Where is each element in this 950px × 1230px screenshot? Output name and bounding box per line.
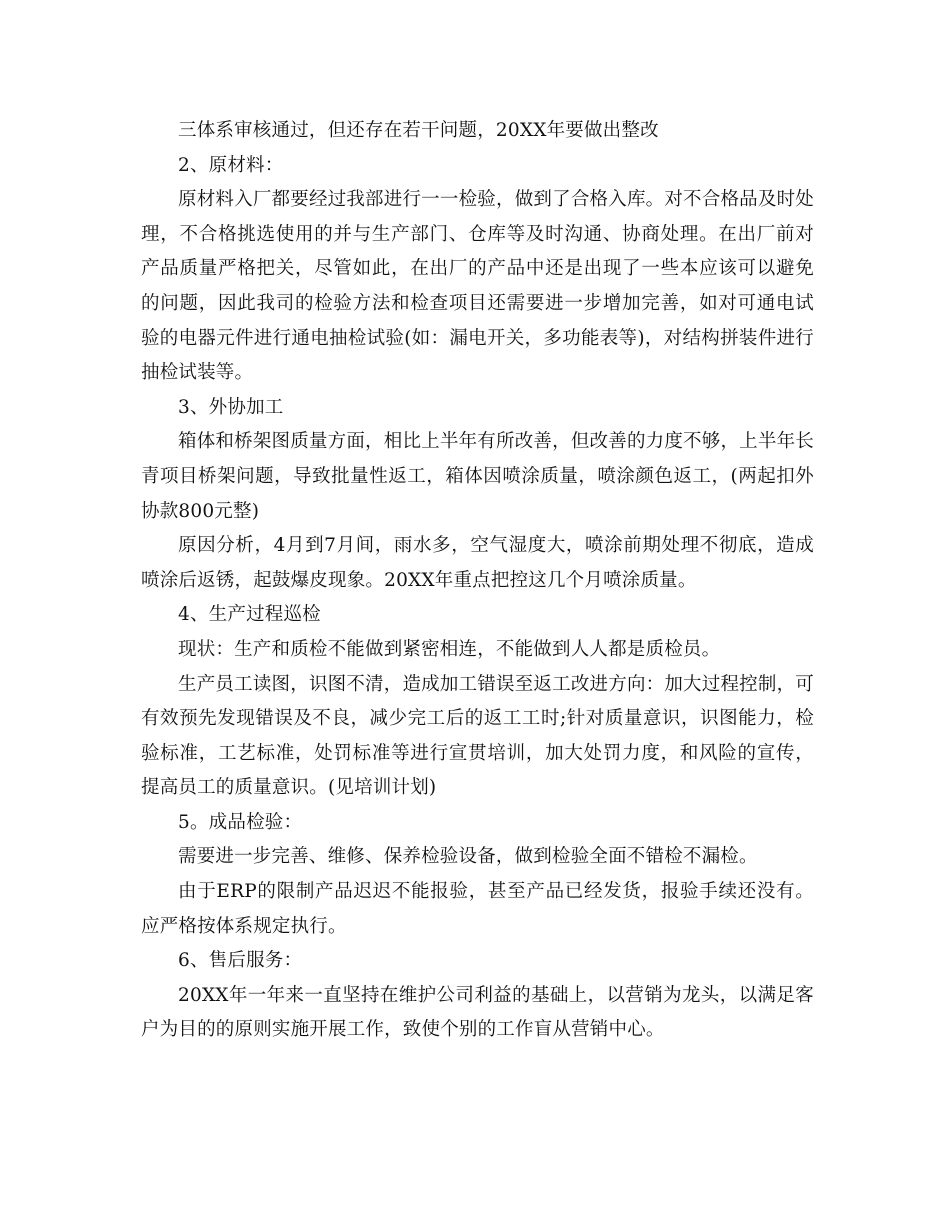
paragraph-outsourced-processing: 箱体和桥架图质量方面，相比上半年有所改善，但改善的力度不够，上半年长青项目桥架问题，导致批量性返工，箱体因喷涂质量，喷涂颜色返工，(两起扣外协款800元整)	[141, 431, 814, 522]
paragraph-equipment: 需要进一步完善、维修、保养检验设备，做到检验全面不错检不漏检。	[178, 846, 758, 868]
heading-production-inspection: 4、生产过程巡检	[178, 604, 321, 626]
paragraph-erp-limitation: 由于ERP的限制产品迟迟不能报验，甚至产品已经发货，报验手续还没有。应严格按体系规定执行。	[141, 881, 814, 937]
paragraph-cause-analysis: 原因分析，4月到7月间，雨水多，空气湿度大，喷涂前期处理不彻底，造成喷涂后返锈，起鼓爆皮现象。20XX年重点把控这几个月喷涂质量。	[141, 535, 814, 591]
paragraph-audit-note: 三体系审核通过，但还存在若干问题，20XX年要做出整改	[178, 120, 659, 141]
heading-finished-product-inspection: 5。成品检验：	[178, 811, 303, 833]
paragraph-current-status: 现状：生产和质检不能做到紧密相连，不能做到人人都是质检员。	[178, 638, 721, 660]
heading-outsourced-processing: 3、外协加工	[178, 396, 284, 418]
document-body	[141, 114, 814, 1048]
heading-raw-materials: 2、原材料：	[178, 154, 284, 176]
paragraph-after-sales: 20XX年一年来一直坚持在维护公司利益的基础上，以营销为龙头，以满足客户为目的的原则实施开展工作，致使个别的工作盲从营销中心。	[141, 984, 814, 1041]
heading-after-sales-service: 6、售后服务：	[178, 950, 303, 972]
paragraph-drawing-reading: 生产员工读图，识图不清，造成加工错误至返工改进方向：加大过程控制，可有效预先发现错误及不良，减少完工后的返工工时;针对质量意识，识图能力，检验标准，工艺标准，处罚标准等进行宣贯培训，加大处罚力度，和风险的宣传，提高员工的质量意识。(见培训计划)	[141, 673, 814, 799]
paragraph-raw-materials: 原材料入厂都要经过我部进行一一检验，做到了合格入库。对不合格品及时处理，不合格挑选使用的并与生产部门、仓库等及时沟通、协商处理。在出厂前对产品质量严格把关，尽管如此，在出厂的产品中还是出现了一些本应该可以避免的问题，因此我司的检验方法和检查项目还需要进一步增加完善，如对可通电试验的电器元件进行通电抽检试验(如：漏电开关，多功能表等)，对结构拼装件进行抽检试装等。	[141, 189, 814, 384]
